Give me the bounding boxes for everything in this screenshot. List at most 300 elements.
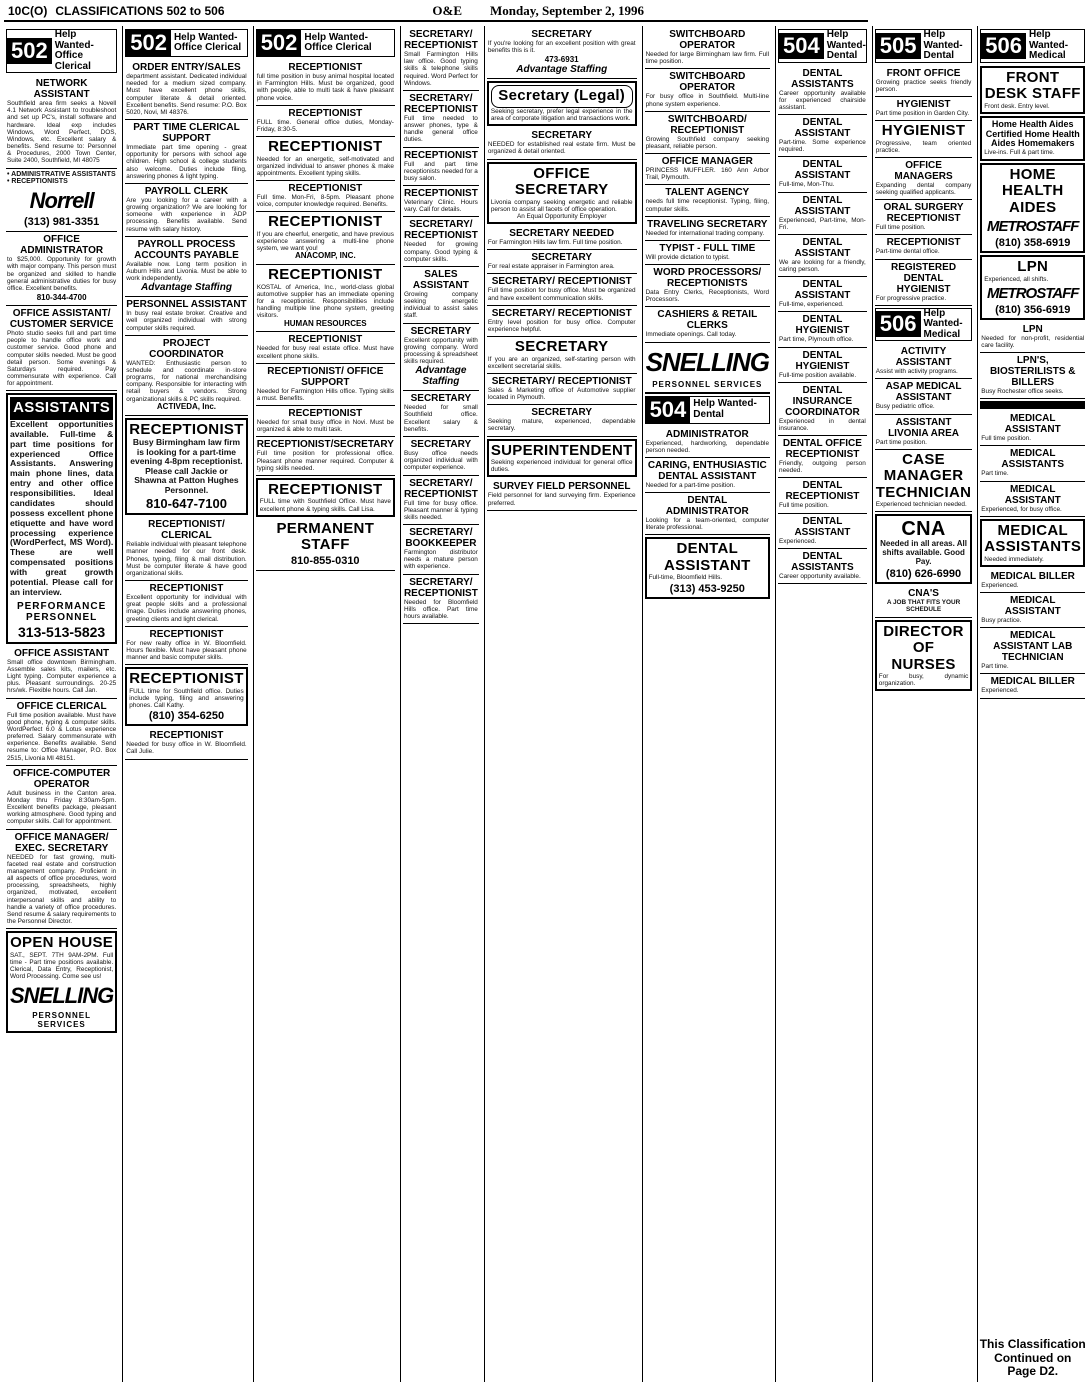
classified-ad xyxy=(125,581,247,627)
ad-body: Needed for an energetic, self-motivated and organized individual to answer phones & make appointments. Excellent typing skills. xyxy=(256,155,394,177)
ad-title: OFFICE ADMINISTRATOR xyxy=(20,234,104,257)
ad-body: Small office downtown Birmingham. Assemble sales kits, mailers, etc. Light typing. Computer experience a plus. Pleasant surroundings. 20-25 hrs/wk. Flexible hours. Call Jan. xyxy=(7,658,117,695)
ad-body: FULL time for Southfield office. Duties include typing, filing and answering phones. Call Kathy. xyxy=(129,687,244,710)
classified-ad xyxy=(778,66,867,116)
classified-ad xyxy=(487,374,637,405)
classified-display-ad xyxy=(125,667,247,726)
column-7 xyxy=(775,26,869,1382)
ad-body: Full time position. xyxy=(981,435,1032,443)
section-title-b: Medical xyxy=(923,328,961,340)
ad-body: Part time. xyxy=(981,470,1009,478)
classified-ad xyxy=(403,324,479,392)
ad-body: Experienced technician needed. xyxy=(875,501,967,509)
ad-body: Seeking secretary, prefer legal experience in the area of corporate litigation and transactions work. xyxy=(490,107,633,123)
ad-title: LPN xyxy=(1017,258,1049,276)
ad-title: PERSONNEL ASSISTANT xyxy=(126,299,247,311)
classified-ad xyxy=(875,200,972,235)
ad-title: PAYROLL CLERK xyxy=(144,185,229,197)
ad-title: RECEPTIONIST xyxy=(288,334,363,346)
ad-title: ASSISTANTS xyxy=(10,397,113,420)
ad-title: OFFICE MANAGER/ EXEC. SECRETARY xyxy=(14,831,109,854)
ad-title: SWITCHBOARD/ RECEPTIONIST xyxy=(667,113,747,136)
ad-title: OPEN HOUSE xyxy=(10,934,114,952)
section-number: 502 xyxy=(7,38,52,64)
ad-title: OFFICE MANAGER xyxy=(661,156,753,168)
ad-body: Needed for busy office in W. Bloomfield. Call Julie. xyxy=(126,741,247,756)
ad-body: Needed for small busy office in Novi. Must be organized & able to multi task. xyxy=(256,419,394,434)
ad-title: SALES ASSISTANT xyxy=(412,268,469,291)
section-banner-502 xyxy=(125,29,247,57)
classified-ad xyxy=(645,185,770,216)
ad-title: TYPIST - FULL TIME xyxy=(659,242,756,254)
section-label: CLASSIFICATIONS 502 to 506 xyxy=(55,4,225,18)
ad-title: DENTAL HYGIENIST xyxy=(795,349,850,372)
ad-title: HYGIENIST xyxy=(896,98,951,110)
classified-ad xyxy=(778,478,867,513)
ad-body: SAT., SEPT. 7TH 9AM-2PM. Full time - Part time positions available. Clerical, Data Entry, Receptionist, Word Processing. Come see us! xyxy=(10,951,114,981)
ad-title: DENTAL ASSISTANTS xyxy=(791,550,854,573)
ad-title: ORDER ENTRY/SALES xyxy=(132,62,241,73)
classified-ad xyxy=(778,348,867,383)
ad-body: Busy pediatric office. xyxy=(875,403,935,411)
ad-body: Full time position available. Must have good phone, typing & computer skills. WordPerfect 6.0 & Lotus experience preferred. Salary commensurate with experience. Benefits available. Send resume to: Office Manager, P.O. Box 2515, Livonia MI 48151. xyxy=(7,711,117,762)
ad-body: For busy, dynamic organization. xyxy=(878,673,969,688)
ad-body: We are looking for a friendly, caring person. xyxy=(779,258,866,274)
classified-ad xyxy=(980,628,1085,674)
ad-body: Excellent opportunity for individual with great people skills and a professional image. Duties include answering phones, greeting clients and light clerical. xyxy=(126,594,247,623)
ad-title: DENTAL ASSISTANT xyxy=(794,515,851,538)
ad-title: SECRETARY xyxy=(514,338,609,356)
classified-ad xyxy=(980,322,1085,353)
section-number: 506 xyxy=(876,311,921,337)
ad-title: HYGIENIST xyxy=(881,122,966,140)
snelling-sub: PERSONNEL SERVICES xyxy=(652,379,763,389)
classified-ad xyxy=(645,307,770,342)
classified-ad xyxy=(875,379,972,414)
classified-ad xyxy=(256,437,395,476)
ad-title: ADMINISTRATOR xyxy=(665,428,749,440)
ad-body: WANTED: Enthusiastic person to schedule and coordinate in-store programs, for national merchandising company. Responsible for interacting with retail buyers & vendors. Strong organizational skills & PC skills required. xyxy=(126,359,247,403)
section-title xyxy=(1029,30,1084,62)
ad-phone: (810) 626-6990 xyxy=(885,568,962,581)
classified-ad xyxy=(403,148,479,187)
continued-notice: This Classification Continued on Page D2. xyxy=(979,1337,1086,1378)
classified-display-ad xyxy=(487,162,637,225)
classified-ad xyxy=(980,482,1085,517)
agency-name: Advantage Staffing xyxy=(140,282,232,294)
classified-ad xyxy=(487,250,637,274)
classified-ad xyxy=(487,27,637,79)
section-title-b: Dental xyxy=(826,50,858,61)
section-title-b: Dental xyxy=(693,408,724,420)
ad-body: full time position in busy animal hospital located in Farmington Hills. Must be organized, good with people, able to multi task & have pleasant phone voice. xyxy=(256,73,394,102)
classified-ad xyxy=(875,235,972,259)
classified-ad xyxy=(256,265,395,332)
ad-title: MEDICAL ASSISTANT xyxy=(1004,595,1061,618)
classified-display-ad xyxy=(980,116,1085,161)
ad-title: OFFICE MANAGERS xyxy=(894,159,953,182)
ad-body: For real estate appraiser in Farmington area. xyxy=(487,263,615,271)
ad-title: RECEPTIONIST/SECRETARY xyxy=(256,439,394,451)
classified-display-ad xyxy=(980,66,1085,114)
ad-body: Field personnel for land surveying firm. Experience preferred. xyxy=(487,492,636,507)
classified-ad xyxy=(487,274,637,305)
classified-ad xyxy=(6,169,117,233)
section-banner-502 xyxy=(6,29,117,73)
ad-body: Full-time, experienced. xyxy=(779,301,844,309)
ad-body: Experienced. xyxy=(981,687,1019,695)
ad-body: Expanding dental company seeking qualified applicants. xyxy=(875,181,972,197)
ad-title: MEDICAL ASSISTANTS xyxy=(984,521,1082,556)
section-title-a: Help Wanted- xyxy=(1029,29,1069,51)
classified-ad xyxy=(875,158,972,200)
snelling-logo: SNELLING xyxy=(10,982,114,1008)
ad-body: Needed immediately. xyxy=(984,555,1044,563)
classified-ad xyxy=(645,427,770,458)
ad-title: SECRETARY/ RECEPTIONIST xyxy=(403,29,478,51)
classified-ad xyxy=(778,549,867,584)
ad-title: TALENT AGENCY xyxy=(665,187,750,199)
ad-body: Assist with activity programs. xyxy=(875,368,958,376)
classified-ad xyxy=(487,479,637,510)
section-banner-506 xyxy=(980,29,1085,63)
ad-body: • ADMINISTRATIVE ASSISTANTS • RECEPTIONISTS xyxy=(7,170,116,186)
ad-body: Needed for growing company. Good typing & computer skills. xyxy=(403,241,478,263)
classified-ad xyxy=(875,66,972,97)
ad-body: needs full time receptionist. Typing, filing, computer skills. xyxy=(645,198,770,213)
ad-phone: (313) 981-3351 xyxy=(24,216,100,229)
ad-title: RECEPTIONIST xyxy=(268,213,383,231)
agency-name: ANACOMP, INC. xyxy=(294,251,356,261)
page-header-left xyxy=(8,4,225,18)
ad-title: REGISTERED DENTAL HYGIENIST xyxy=(891,261,957,295)
ad-body: Seeking mature, experienced, dependable secretary. xyxy=(487,418,636,433)
section-title-a: Help Wanted- xyxy=(54,29,94,51)
classified-ad xyxy=(125,728,247,759)
ad-phone: (810) 358-6919 xyxy=(995,237,1071,250)
ad-body: Full-time, Mon-Thu. xyxy=(779,181,835,189)
ad-title: DENTAL ASSISTANT xyxy=(794,159,851,182)
ad-body: Excellent opportunity with growing company. Word processing & spreadsheet skills required. xyxy=(403,336,478,366)
ad-body: Photo studio seeks full and part time people to handle office work and customer service. Good phone and computer skills needed. Must be good detail person. Some evenings & Saturdays required. Pay commensurate with experience. Call for appointment. xyxy=(7,330,117,388)
classified-ad xyxy=(980,446,1085,481)
classified-display-ad xyxy=(980,519,1085,567)
ad-body: Will provide dictation to typist. xyxy=(645,253,730,261)
column-8 xyxy=(872,26,974,1382)
section-number: 502 xyxy=(257,30,302,56)
ad-title: ORAL SURGERY RECEPTIONIST xyxy=(883,202,964,225)
ad-body: NEEDED for fast growing, multi-faceted real estate and construction management company. Proficient in all aspects of office procedures, word processing, spreadsheets, highly organized, motivated, excellent interpersonal skills and ability to handle a variety of office procedures. Send resume & salary requirements to the Personnel Director. xyxy=(7,853,117,926)
paper-name: O&E xyxy=(432,3,463,18)
classified-ad xyxy=(645,69,770,111)
section-banner-502 xyxy=(256,29,395,57)
ad-title: SECRETARY xyxy=(410,438,472,450)
ad-title: SECRETARY xyxy=(531,252,592,264)
classified-ad xyxy=(6,830,117,930)
ad-body: Full and part time receptionists needed for a busy salon. xyxy=(403,160,478,182)
ad-title: Home Health Aides Certified Home Health Aides Homemakers xyxy=(985,118,1080,149)
ad-body: Full time position. xyxy=(779,502,829,510)
section-title-a: Help Wanted- xyxy=(923,307,963,330)
ad-phone: 810-855-0310 xyxy=(291,554,360,567)
ad-title: MEDICAL ASSISTANTS xyxy=(1001,448,1065,471)
performance-personnel-logo: PERFORMANCE PERSONNEL xyxy=(16,600,107,623)
ad-body: Immediate part time opening - great opportunity for persons with school age children. High school & college students also welcome. Duties include filing, answering phones & light typing. xyxy=(126,144,247,180)
ad-body: A JOB THAT FITS YOUR SCHEDULE xyxy=(886,599,961,614)
ad-body: Full-time position available. xyxy=(779,371,857,379)
ad-body: Career opportunity available for experienced chairside assistant. xyxy=(779,89,866,111)
section-title xyxy=(924,30,972,62)
ad-body: If you're looking for an excellent position with great benefits this is it. xyxy=(487,40,636,55)
ad-body: Looking for a team-oriented, computer literate professional. xyxy=(645,517,770,532)
ad-body: Busy office needs organized individual with computer experience. xyxy=(403,449,478,472)
ad-title: SECRETARY/ BOOKKEEPER xyxy=(405,527,477,550)
classified-ad xyxy=(125,336,247,416)
ad-body: If you are cheerful, energetic, and have previous experience answering a multi-line phone system, we want you! xyxy=(256,230,394,253)
classified-ad xyxy=(403,186,479,217)
ad-phone: 313-513-5823 xyxy=(18,623,106,640)
section-title xyxy=(693,399,757,420)
ad-title: RECEPTIONIST xyxy=(288,408,363,420)
ad-title: RECEPTIONIST xyxy=(268,138,383,156)
ad-title: SECRETARY xyxy=(531,29,592,40)
section-title-a: Help Wanted- xyxy=(826,29,866,51)
ad-body: If you are an organized, self-starting person with excellent secretarial skills. xyxy=(487,355,636,370)
ad-body: Needed for international trading company. xyxy=(645,229,765,237)
snelling-logo: SNELLING xyxy=(645,346,770,377)
ad-title: OFFICE ASSISTANT xyxy=(14,647,110,659)
ad-title: DENTAL ASSISTANT xyxy=(794,279,851,302)
ad-title: SECRETARY xyxy=(531,130,592,142)
ad-body: Immediate openings. Call today. xyxy=(645,331,737,339)
ad-body: For new realty office in W. Bloomfield. Hours flexible. Must have pleasant phone manner and basic computer skills. xyxy=(126,639,247,662)
ad-title: RECEPTIONIST xyxy=(288,107,363,119)
ad-title: RECEPTIONIST xyxy=(288,62,363,73)
classified-ad xyxy=(778,235,867,277)
classified-ad xyxy=(645,27,770,69)
ad-body: Experienced, hardworking, dependable person needed. xyxy=(645,439,770,454)
section-banner-505 xyxy=(875,29,972,63)
classified-display-ad xyxy=(875,620,972,692)
classified-ad xyxy=(778,193,867,235)
ad-body: FULL time. General office duties, Monday-Friday, 8:30-5. xyxy=(256,118,394,133)
ad-title: SECRETARY/ RECEPTIONIST xyxy=(491,276,632,288)
classified-ad xyxy=(125,184,247,237)
classified-ad xyxy=(6,699,117,766)
ad-title: FRONT OFFICE xyxy=(886,67,961,79)
section-title xyxy=(827,30,866,62)
ad-body: Small Farmington Hills law office. Good typing skills & telephone skills required. Word Perfect for Windows. xyxy=(403,51,478,87)
classified-ad xyxy=(125,627,247,666)
classified-display-ad xyxy=(125,418,247,516)
classified-ad xyxy=(403,217,479,267)
ad-body: Part time position in Garden City. xyxy=(875,109,970,117)
ad-body: Full time. Mon-Fri, 8-5pm. Pleasant phone voice, computer knowledge required. Benefits. xyxy=(256,194,394,209)
ad-body: Farmington distributor needs a mature person with experience. xyxy=(403,549,478,571)
ad-title: CNA'S xyxy=(908,588,939,600)
classified-ad xyxy=(487,337,637,374)
ad-title: DENTAL ASSISTANT xyxy=(794,117,851,140)
ad-body: Seeking experienced individual for general office duties. xyxy=(490,459,633,474)
ad-title: DENTAL ASSISTANT xyxy=(794,194,851,217)
section-title xyxy=(55,30,117,72)
agency-name: Advantage Staffing xyxy=(516,64,608,76)
metrostaff-logo: METROSTAFF xyxy=(987,218,1079,236)
ad-title: MEDICAL ASSISTANT xyxy=(1004,483,1061,506)
ad-title: PROJECT COORDINATOR xyxy=(149,337,224,360)
ad-title: SECRETARY/ RECEPTIONIST xyxy=(491,307,632,319)
ad-body: Growing Southfield company seeking pleasant, reliable person. xyxy=(645,135,770,150)
ad-title: DENTAL INSURANCE COORDINATOR xyxy=(785,384,860,418)
ad-title: PART TIME CLERICAL SUPPORT xyxy=(133,122,240,145)
ad-phone: (810) 356-6919 xyxy=(995,303,1071,316)
page-header xyxy=(4,2,868,22)
ad-title: PERMANENT STAFF xyxy=(276,519,375,554)
classified-ad xyxy=(256,364,395,406)
classified-display-ad xyxy=(6,393,117,643)
section-title-a: Help Wanted- xyxy=(173,31,238,43)
section-banner-504 xyxy=(778,29,867,63)
classified-ad xyxy=(6,306,117,391)
ad-body: Experienced, Part-time, Mon-Fri. xyxy=(779,216,866,231)
section-title xyxy=(924,309,972,341)
ad-body: Needed for large Birmingham law firm. Full time position. xyxy=(645,51,770,66)
page-header-right xyxy=(432,3,644,19)
ad-body: Experienced. xyxy=(981,581,1019,589)
ad-title: CASE MANAGER TECHNICIAN xyxy=(875,450,972,501)
classified-ad xyxy=(980,593,1085,628)
ad-title: RECEPTIONIST xyxy=(268,266,383,284)
ad-title: FRONT DESK STAFF xyxy=(984,68,1081,102)
ad-body: Part time, Plymouth office. xyxy=(779,336,854,344)
classified-ad xyxy=(778,514,867,549)
ad-body: Experienced, for busy office. xyxy=(981,505,1062,513)
classified-display-ad xyxy=(645,343,770,394)
column-5 xyxy=(484,26,639,1382)
ad-body: In busy real estate broker. Creative and well organized individual with strong computer skills required. xyxy=(126,310,247,332)
ad-title: RECEPTIONIST xyxy=(149,583,224,595)
ad-body: Part time position. xyxy=(875,438,927,446)
divider-bar xyxy=(980,401,1085,409)
agency-name: Advantage Staffing xyxy=(415,365,467,388)
column-2 xyxy=(122,26,249,1382)
column-9 xyxy=(977,26,1087,1382)
column-3 xyxy=(253,26,397,1382)
ad-title: NETWORK ASSISTANT xyxy=(33,78,90,100)
classified-ad xyxy=(403,575,479,625)
classified-ad xyxy=(487,306,637,337)
norrell-logo: Norrell xyxy=(29,188,94,214)
ad-title: ASSISTANT LIVONIA AREA xyxy=(888,416,959,439)
ad-body: Live-ins. Full & part time. xyxy=(984,149,1055,157)
ad-title: Secretary (Legal) xyxy=(491,85,633,108)
ad-title: ACTIVITY ASSISTANT xyxy=(895,346,952,369)
classified-columns xyxy=(4,26,1086,1382)
ad-body: Front desk. Entry level. xyxy=(984,102,1050,110)
ad-title: OFFICE CLERICAL xyxy=(16,700,107,712)
page-number: 10C(O) xyxy=(8,4,48,18)
classified-ad xyxy=(875,97,972,121)
classified-ad xyxy=(403,27,479,91)
classified-ad xyxy=(125,120,247,184)
ad-body: Adult business in the Canton area. Monday thru Friday 8:30am-5pm. Excellent benefits package, pleasant working atmosphere. Good typing and computer skills. Call for appointment. xyxy=(7,789,117,826)
ad-body: Experienced, all shifts. xyxy=(984,275,1049,283)
ad-body: KOSTAL of America, Inc., world-class global automotive supplier has an immediate opening for a receptionist. Responsibilities include handling multiple line phone system, greeting visitors. xyxy=(256,283,394,320)
ad-title: SECRETARY xyxy=(410,393,472,405)
ad-title: MEDICAL BILLER xyxy=(990,570,1075,582)
ad-body: For progressive practice. xyxy=(875,294,947,302)
classified-ad xyxy=(875,450,972,513)
ad-body: FULL time with Southfield Office. Must have excellent phone & typing skills. Call Lisa. xyxy=(259,498,391,513)
section-banner-504 xyxy=(645,396,770,424)
classified-display-ad xyxy=(875,514,972,584)
ad-title: SWITCHBOARD OPERATOR xyxy=(669,71,746,94)
classified-ad xyxy=(403,391,479,437)
ad-title: TRAVELING SECRETARY xyxy=(647,218,768,230)
ad-body: Needed in all areas. All shifts available. Good Pay. xyxy=(880,539,967,567)
ad-title: DENTAL RECEPTIONIST xyxy=(785,480,860,503)
section-title-b: Dental xyxy=(923,50,955,61)
ad-body: to $25,000. Opportunity for growth with major company. This person must be organized and skilled to handle general administrative duties for busy office. Excellent benefits. xyxy=(7,256,117,292)
ad-body: Full-time, Bloomfield Hills. xyxy=(648,574,723,582)
classified-ad xyxy=(980,569,1085,593)
ad-title: OFFICE-COMPUTER OPERATOR xyxy=(13,767,111,790)
ad-body: Experienced in dental insurance. xyxy=(779,417,866,432)
classified-display-ad xyxy=(980,163,1085,254)
classified-ad xyxy=(125,237,247,298)
ad-body: Progressive, team oriented practice. xyxy=(875,139,972,154)
classified-ad xyxy=(980,674,1085,698)
ad-body: Full time needed to answer phones, type & handle general office duties. xyxy=(403,114,478,144)
ad-title: DENTAL OFFICE RECEPTIONIST xyxy=(782,438,862,461)
section-title-a: Help Wanted- xyxy=(693,398,757,410)
ad-body: Needed for a part-time position. xyxy=(645,481,736,489)
ad-phone: 810-344-4700 xyxy=(36,293,87,303)
ad-title: SECRETARY/ RECEPTIONIST xyxy=(403,219,478,242)
classified-ad xyxy=(125,60,247,120)
ad-body: Friendly, outgoing person needed. xyxy=(779,460,866,475)
classified-ad xyxy=(403,525,479,575)
ad-body: Part-time dental office. xyxy=(875,248,940,256)
ad-title: OFFICE ASSISTANT/ CUSTOMER SERVICE xyxy=(9,308,114,331)
ad-title: SECRETARY/ RECEPTIONIST xyxy=(403,477,478,500)
agency-name: ACTIVEDA, Inc. xyxy=(156,401,217,411)
ad-body: Are you looking for a career with a growing organization? We are looking for someone with experience in ADP processing. Benefits available. Send resume with salary history. xyxy=(126,196,247,233)
classified-ad xyxy=(403,91,479,148)
ad-body: NEEDED for established real estate firm. Must be organized & detail oriented. xyxy=(487,141,636,156)
ad-title: RECEPTIONIST xyxy=(268,480,383,498)
ad-title: RECEPTIONIST xyxy=(403,188,478,200)
agency-name: HUMAN RESOURCES xyxy=(283,318,367,328)
classified-ad xyxy=(875,344,972,379)
section-number: 505 xyxy=(876,33,921,59)
classified-ad xyxy=(6,646,117,699)
ad-title: RECEPTIONIST xyxy=(129,670,244,688)
ad-body: PRINCESS MUFFLER. 160 Ann Arbor Trail, Plymouth. xyxy=(645,167,770,182)
ad-title: RECEPTIONIST xyxy=(129,420,244,438)
section-number: 506 xyxy=(981,33,1026,59)
ad-body: Growing practice seeks friendly person. xyxy=(875,78,972,93)
section-number: 504 xyxy=(646,397,691,423)
ad-title: RECEPTIONIST xyxy=(403,149,478,161)
ad-body: Career opportunity available. xyxy=(779,572,861,580)
ad-body: For busy office in Southfield. Multi-line phone system experience. xyxy=(645,93,770,108)
ad-title: RECEPTIONIST/ CLERICAL xyxy=(148,519,225,542)
classified-display-ad xyxy=(6,931,117,1032)
ad-title: RECEPTIONIST xyxy=(149,730,224,742)
ad-title: MEDICAL ASSISTANT LAB TECHNICIAN xyxy=(993,630,1073,664)
classified-ad xyxy=(487,128,637,159)
